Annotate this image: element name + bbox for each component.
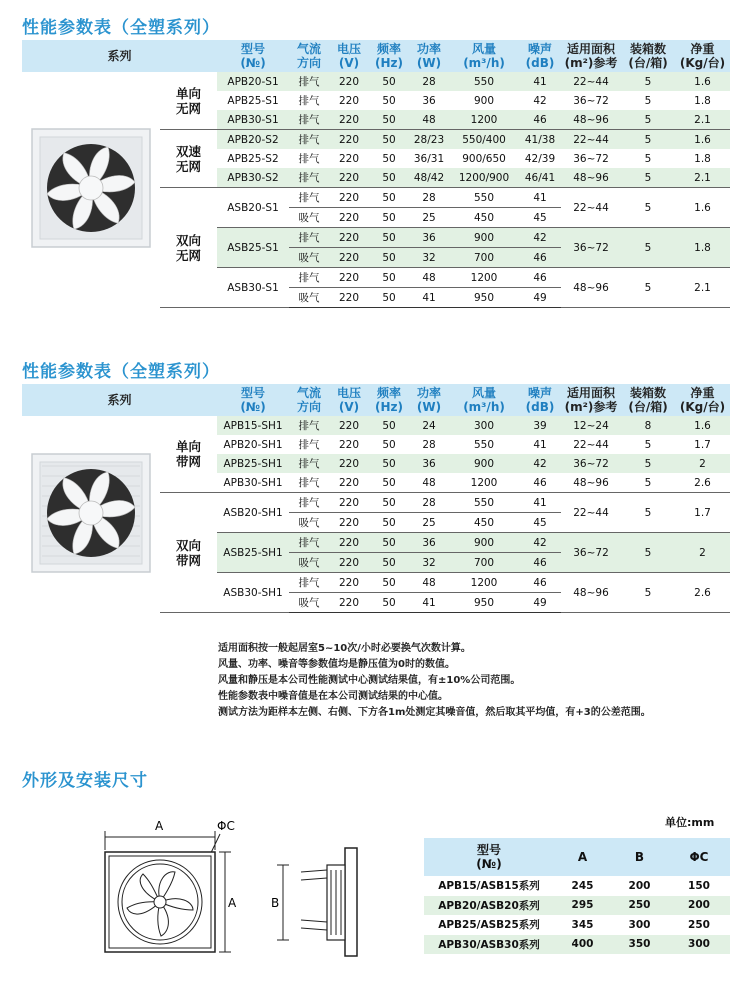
cell: 28 bbox=[409, 188, 449, 208]
cell: 1.6 bbox=[675, 130, 730, 150]
cell: 220 bbox=[329, 513, 369, 533]
cell: 1.7 bbox=[694, 438, 711, 451]
cell: 5 bbox=[621, 228, 675, 268]
cell: 42/39 bbox=[524, 152, 556, 165]
dim-a: 295 bbox=[554, 896, 611, 916]
dim-header-model: 型号 (№) bbox=[424, 838, 554, 876]
cell: 48~96 bbox=[561, 473, 621, 493]
cell: 吸气 bbox=[289, 248, 329, 268]
cell: 41/38 bbox=[519, 130, 561, 150]
cell: 39 bbox=[519, 416, 561, 435]
cell: 41 bbox=[533, 438, 547, 451]
unit-label: 单位:mm bbox=[665, 816, 715, 829]
cell: 2.1 bbox=[675, 268, 730, 308]
header-cell: 型号 (№) bbox=[217, 384, 289, 416]
dim-a: 245 bbox=[571, 879, 594, 892]
cell: 排气 bbox=[289, 228, 329, 248]
header-cell: 噪声 (dB) bbox=[519, 384, 561, 416]
cell: 36 bbox=[409, 454, 449, 473]
cell: 48 bbox=[409, 268, 449, 288]
cell: 48/42 bbox=[409, 168, 449, 188]
series-label: 双向带网 bbox=[160, 493, 217, 613]
cell: 220 bbox=[329, 208, 369, 228]
cell: 排气 bbox=[298, 439, 320, 451]
cell: 46 bbox=[519, 268, 561, 288]
note-line: 风量、功率、噪音等参数值均是静压值为0时的数值。 bbox=[218, 659, 455, 670]
cell: 36~72 bbox=[561, 228, 621, 268]
cell: 排气 bbox=[298, 95, 320, 107]
cell: 5 bbox=[644, 94, 652, 107]
cell: 41 bbox=[519, 72, 561, 91]
cell: APB15-SH1 bbox=[217, 416, 289, 435]
cell: 46 bbox=[519, 553, 561, 573]
dim-b-label: B bbox=[271, 896, 280, 910]
dim-model: APB30/ASB30系列 bbox=[424, 935, 554, 955]
cell: 1.6 bbox=[675, 416, 730, 435]
dim-b: 200 bbox=[628, 879, 651, 892]
dim-a: 400 bbox=[554, 935, 611, 955]
cell: 900 bbox=[473, 94, 495, 107]
fan-image bbox=[28, 125, 154, 251]
cell: 5 bbox=[621, 110, 675, 130]
dim-row bbox=[424, 915, 730, 935]
cell: 700 bbox=[449, 553, 519, 573]
cell: 41 bbox=[409, 288, 449, 308]
note-line: 测试方法为距样本左侧、右侧、下方各1m处测定其噪音值，然后取其平均值，有+3的公差范围。 bbox=[218, 707, 651, 718]
cell: 排气 bbox=[289, 473, 329, 493]
dim-b: 350 bbox=[611, 935, 668, 955]
cell: APB30-SH1 bbox=[217, 473, 289, 493]
note-line: 风量和静压是本公司性能测试中心测试结果值，有±10%公司范围。 bbox=[218, 675, 521, 686]
cell: 220 bbox=[338, 438, 360, 451]
header-cell: 气流 方向 bbox=[289, 384, 329, 416]
cell: 50 bbox=[369, 573, 409, 593]
cell: 42 bbox=[533, 94, 547, 107]
cell: 50 bbox=[369, 208, 409, 228]
dim-row bbox=[424, 896, 730, 916]
cell: 220 bbox=[329, 593, 369, 613]
header-series: 系列 bbox=[22, 384, 217, 416]
header-cell: 装箱数 (台/箱) bbox=[621, 40, 675, 72]
cell: 48 bbox=[409, 573, 449, 593]
cell: 50 bbox=[369, 248, 409, 268]
product-image bbox=[22, 72, 160, 308]
cell: 25 bbox=[409, 513, 449, 533]
cell: 220 bbox=[329, 493, 369, 513]
dim-c: 250 bbox=[688, 918, 710, 931]
cell: 220 bbox=[329, 454, 369, 473]
cell: ASB20-S1 bbox=[217, 188, 289, 228]
cell: 28/23 bbox=[409, 130, 449, 150]
cell: 50 bbox=[369, 553, 409, 573]
cell: ASB25-S1 bbox=[217, 228, 289, 268]
header-cell: 净重 (Kg/台) bbox=[675, 40, 730, 72]
cell: 28 bbox=[409, 493, 449, 513]
cell: 46 bbox=[519, 110, 561, 130]
cell: APB20-S1 bbox=[217, 72, 289, 91]
header-cell: 频率 (Hz) bbox=[369, 384, 409, 416]
cell: 22~44 bbox=[573, 438, 609, 451]
cell: 50 bbox=[382, 438, 396, 451]
spec-table-2 bbox=[22, 384, 730, 613]
header-cell: 装箱数 (台/箱) bbox=[621, 384, 675, 416]
dim-c: 150 bbox=[688, 879, 710, 892]
dimensions-title: 外形及安装尺寸 bbox=[22, 771, 148, 791]
cell: 48 bbox=[409, 110, 449, 130]
dim-c: 200 bbox=[668, 896, 730, 916]
cell: ASB30-SH1 bbox=[217, 573, 289, 613]
cell: 1200 bbox=[449, 268, 519, 288]
cell: 排气 bbox=[289, 72, 329, 91]
cell: 5 bbox=[621, 72, 675, 91]
cell: 550 bbox=[473, 438, 495, 451]
cell: 排气 bbox=[289, 533, 329, 553]
cell: 排气 bbox=[289, 268, 329, 288]
dim-a-side-label: A bbox=[228, 896, 237, 910]
cell: APB30-S1 bbox=[217, 110, 289, 130]
header-cell: 风量 (m³/h) bbox=[449, 384, 519, 416]
cell: 吸气 bbox=[289, 208, 329, 228]
spec-table-1 bbox=[22, 40, 730, 308]
cell: 50 bbox=[382, 152, 396, 165]
cell: 220 bbox=[329, 130, 369, 150]
cell: 28 bbox=[409, 72, 449, 91]
cell: 5 bbox=[621, 573, 675, 613]
cell: 5 bbox=[621, 268, 675, 308]
dim-a: 345 bbox=[571, 918, 594, 931]
dim-header-b: B bbox=[611, 838, 668, 876]
cell: 220 bbox=[329, 110, 369, 130]
cell: 220 bbox=[329, 188, 369, 208]
dimension-table bbox=[424, 838, 730, 954]
header-cell: 净重 (Kg/台) bbox=[675, 384, 730, 416]
cell: 50 bbox=[369, 168, 409, 188]
cell: 36~72 bbox=[561, 454, 621, 473]
cell: 700 bbox=[449, 248, 519, 268]
cell: 25 bbox=[409, 208, 449, 228]
header-cell: 适用面积 (m²)参考 bbox=[561, 384, 621, 416]
cell: 排气 bbox=[298, 153, 320, 165]
header-series: 系列 bbox=[22, 40, 217, 72]
series-label: 双向无网 bbox=[160, 188, 217, 308]
dim-model: APB20/ASB20系列 bbox=[424, 896, 554, 916]
cell: 450 bbox=[449, 208, 519, 228]
cell: 45 bbox=[519, 513, 561, 533]
cell: 1.8 bbox=[675, 228, 730, 268]
cell: 1.8 bbox=[694, 94, 711, 107]
dim-a-label: A bbox=[155, 819, 164, 833]
dim-header-c: ΦC bbox=[668, 838, 730, 876]
cell: 1200 bbox=[449, 573, 519, 593]
header-cell: 适用面积 (m²)参考 bbox=[561, 40, 621, 72]
cell: 41 bbox=[519, 493, 561, 513]
cell: 5 bbox=[621, 473, 675, 493]
cell: 550 bbox=[449, 493, 519, 513]
cell: 50 bbox=[369, 188, 409, 208]
cell: APB25-S1 bbox=[227, 94, 279, 107]
cell: 220 bbox=[338, 94, 360, 107]
installation-drawing bbox=[95, 810, 415, 960]
cell: 220 bbox=[329, 533, 369, 553]
cell: 22~44 bbox=[561, 493, 621, 533]
cell: 排气 bbox=[289, 130, 329, 150]
cell: 50 bbox=[369, 268, 409, 288]
dim-b: 250 bbox=[611, 896, 668, 916]
dim-b: 300 bbox=[628, 918, 651, 931]
fan-image bbox=[28, 443, 154, 583]
cell: 22~44 bbox=[561, 130, 621, 150]
cell: 220 bbox=[329, 573, 369, 593]
cell: 1200 bbox=[449, 473, 519, 493]
header-cell: 风量 (m³/h) bbox=[449, 40, 519, 72]
cell: 12~24 bbox=[561, 416, 621, 435]
table-row bbox=[22, 416, 730, 435]
header-cell: 功率 (W) bbox=[409, 384, 449, 416]
header-cell: 频率 (Hz) bbox=[369, 40, 409, 72]
cell: 220 bbox=[329, 168, 369, 188]
cell: 550 bbox=[449, 72, 519, 91]
dim-model: APB15/ASB15系列 bbox=[438, 880, 540, 893]
cell: 42 bbox=[519, 533, 561, 553]
header-cell: 电压 (V) bbox=[329, 40, 369, 72]
cell: 5 bbox=[621, 533, 675, 573]
cell: 49 bbox=[519, 288, 561, 308]
cell: 50 bbox=[369, 130, 409, 150]
cell: 36/31 bbox=[413, 152, 445, 165]
cell: ASB20-SH1 bbox=[217, 493, 289, 533]
cell: APB20-SH1 bbox=[223, 438, 283, 451]
cell: 900 bbox=[449, 533, 519, 553]
cell: 550 bbox=[449, 188, 519, 208]
cell: ASB25-SH1 bbox=[217, 533, 289, 573]
cell: 50 bbox=[369, 513, 409, 533]
cell: 36 bbox=[422, 94, 436, 107]
header-cell: 型号 (№) bbox=[217, 40, 289, 72]
notes bbox=[218, 641, 651, 721]
cell: 45 bbox=[519, 208, 561, 228]
cell: 46 bbox=[519, 573, 561, 593]
cell: 50 bbox=[369, 593, 409, 613]
cell: 220 bbox=[329, 553, 369, 573]
cell: APB20-S2 bbox=[217, 130, 289, 150]
cell: 41 bbox=[409, 593, 449, 613]
cell: 48~96 bbox=[561, 268, 621, 308]
cell: 220 bbox=[329, 288, 369, 308]
cell: 300 bbox=[449, 416, 519, 435]
cell: 50 bbox=[369, 473, 409, 493]
cell: 48 bbox=[409, 473, 449, 493]
cell: 排气 bbox=[289, 188, 329, 208]
cell: 48~96 bbox=[561, 168, 621, 188]
cell: 36 bbox=[409, 533, 449, 553]
cell: 41 bbox=[519, 188, 561, 208]
cell: 吸气 bbox=[289, 553, 329, 573]
cell: 900/650 bbox=[462, 152, 506, 165]
cell: 排气 bbox=[289, 573, 329, 593]
cell: 1.6 bbox=[675, 188, 730, 228]
cell: ASB30-S1 bbox=[217, 268, 289, 308]
cell: 50 bbox=[369, 228, 409, 248]
dim-phic-label: ΦC bbox=[217, 819, 235, 833]
cell: 2.6 bbox=[675, 473, 730, 493]
cell: 50 bbox=[369, 416, 409, 435]
cell: APB30-S2 bbox=[217, 168, 289, 188]
cell: 450 bbox=[449, 513, 519, 533]
cell: 吸气 bbox=[289, 288, 329, 308]
cell: 950 bbox=[449, 593, 519, 613]
cell: 50 bbox=[369, 110, 409, 130]
cell: 50 bbox=[369, 288, 409, 308]
cell: 46/41 bbox=[519, 168, 561, 188]
cell: 5 bbox=[621, 168, 675, 188]
cell: 吸气 bbox=[289, 593, 329, 613]
cell: 排气 bbox=[289, 493, 329, 513]
cell: 1.7 bbox=[675, 493, 730, 533]
cell: 排气 bbox=[289, 416, 329, 435]
cell: 5 bbox=[644, 152, 652, 165]
series-label: 单向带网 bbox=[160, 416, 217, 493]
header-cell: 电压 (V) bbox=[329, 384, 369, 416]
cell: 50 bbox=[369, 454, 409, 473]
cell: 22~44 bbox=[561, 72, 621, 91]
cell: 8 bbox=[621, 416, 675, 435]
cell: 42 bbox=[519, 228, 561, 248]
header-cell: 气流 方向 bbox=[289, 40, 329, 72]
cell: 24 bbox=[409, 416, 449, 435]
cell: 220 bbox=[329, 416, 369, 435]
cell: 28 bbox=[422, 438, 436, 451]
cell: 50 bbox=[382, 94, 396, 107]
cell: 5 bbox=[621, 493, 675, 533]
cell: 36~72 bbox=[573, 94, 609, 107]
cell: 排气 bbox=[289, 168, 329, 188]
cell: 950 bbox=[449, 288, 519, 308]
cell: 49 bbox=[519, 593, 561, 613]
cell: 1.8 bbox=[694, 152, 711, 165]
cell: 22~44 bbox=[561, 188, 621, 228]
cell: 5 bbox=[621, 188, 675, 228]
cell: 220 bbox=[329, 473, 369, 493]
table-row bbox=[22, 72, 730, 91]
cell: 1200 bbox=[449, 110, 519, 130]
product-image bbox=[22, 416, 160, 613]
dim-row bbox=[424, 876, 730, 896]
cell: 2 bbox=[675, 533, 730, 573]
cell: 36~72 bbox=[561, 533, 621, 573]
cell: 1200/900 bbox=[449, 168, 519, 188]
dim-model: APB25/ASB25系列 bbox=[438, 919, 540, 932]
cell: 220 bbox=[338, 152, 360, 165]
cell: 550/400 bbox=[449, 130, 519, 150]
dim-header-a: A bbox=[554, 838, 611, 876]
cell: 42 bbox=[519, 454, 561, 473]
cell: 220 bbox=[329, 72, 369, 91]
cell: 32 bbox=[409, 553, 449, 573]
cell: 32 bbox=[409, 248, 449, 268]
section-title-2: 性能参数表（全塑系列） bbox=[22, 362, 220, 382]
cell: 220 bbox=[329, 248, 369, 268]
cell: 220 bbox=[329, 228, 369, 248]
cell: 排气 bbox=[289, 454, 329, 473]
series-label: 单向无网 bbox=[160, 72, 217, 130]
cell: 36 bbox=[409, 228, 449, 248]
cell: 5 bbox=[644, 438, 652, 451]
cell: 50 bbox=[369, 72, 409, 91]
cell: 1.6 bbox=[675, 72, 730, 91]
cell: 36~72 bbox=[573, 152, 609, 165]
cell: 排气 bbox=[289, 110, 329, 130]
series-label: 双速无网 bbox=[160, 130, 217, 188]
cell: 48~96 bbox=[561, 110, 621, 130]
cell: 2.1 bbox=[675, 110, 730, 130]
note-line: 适用面积按一般起居室5~10次/小时必要换气次数计算。 bbox=[218, 643, 471, 654]
cell: 900 bbox=[449, 454, 519, 473]
cell: APB25-S2 bbox=[227, 152, 279, 165]
section-title-1: 性能参数表（全塑系列） bbox=[22, 18, 220, 38]
cell: 吸气 bbox=[289, 513, 329, 533]
cell: 50 bbox=[369, 533, 409, 553]
cell: 900 bbox=[449, 228, 519, 248]
cell: 220 bbox=[329, 268, 369, 288]
cell: 2.6 bbox=[675, 573, 730, 613]
cell: 5 bbox=[621, 454, 675, 473]
cell: 2 bbox=[675, 454, 730, 473]
cell: 48~96 bbox=[561, 573, 621, 613]
dim-row bbox=[424, 935, 730, 955]
cell: 46 bbox=[519, 248, 561, 268]
header-cell: 噪声 (dB) bbox=[519, 40, 561, 72]
note-line: 性能参数表中噪音值是在本公司测试结果的中心值。 bbox=[218, 691, 448, 702]
dim-c: 300 bbox=[668, 935, 730, 955]
cell: 2.1 bbox=[675, 168, 730, 188]
header-cell: 功率 (W) bbox=[409, 40, 449, 72]
cell: 50 bbox=[369, 493, 409, 513]
cell: 5 bbox=[621, 130, 675, 150]
cell: APB25-SH1 bbox=[217, 454, 289, 473]
cell: 46 bbox=[519, 473, 561, 493]
